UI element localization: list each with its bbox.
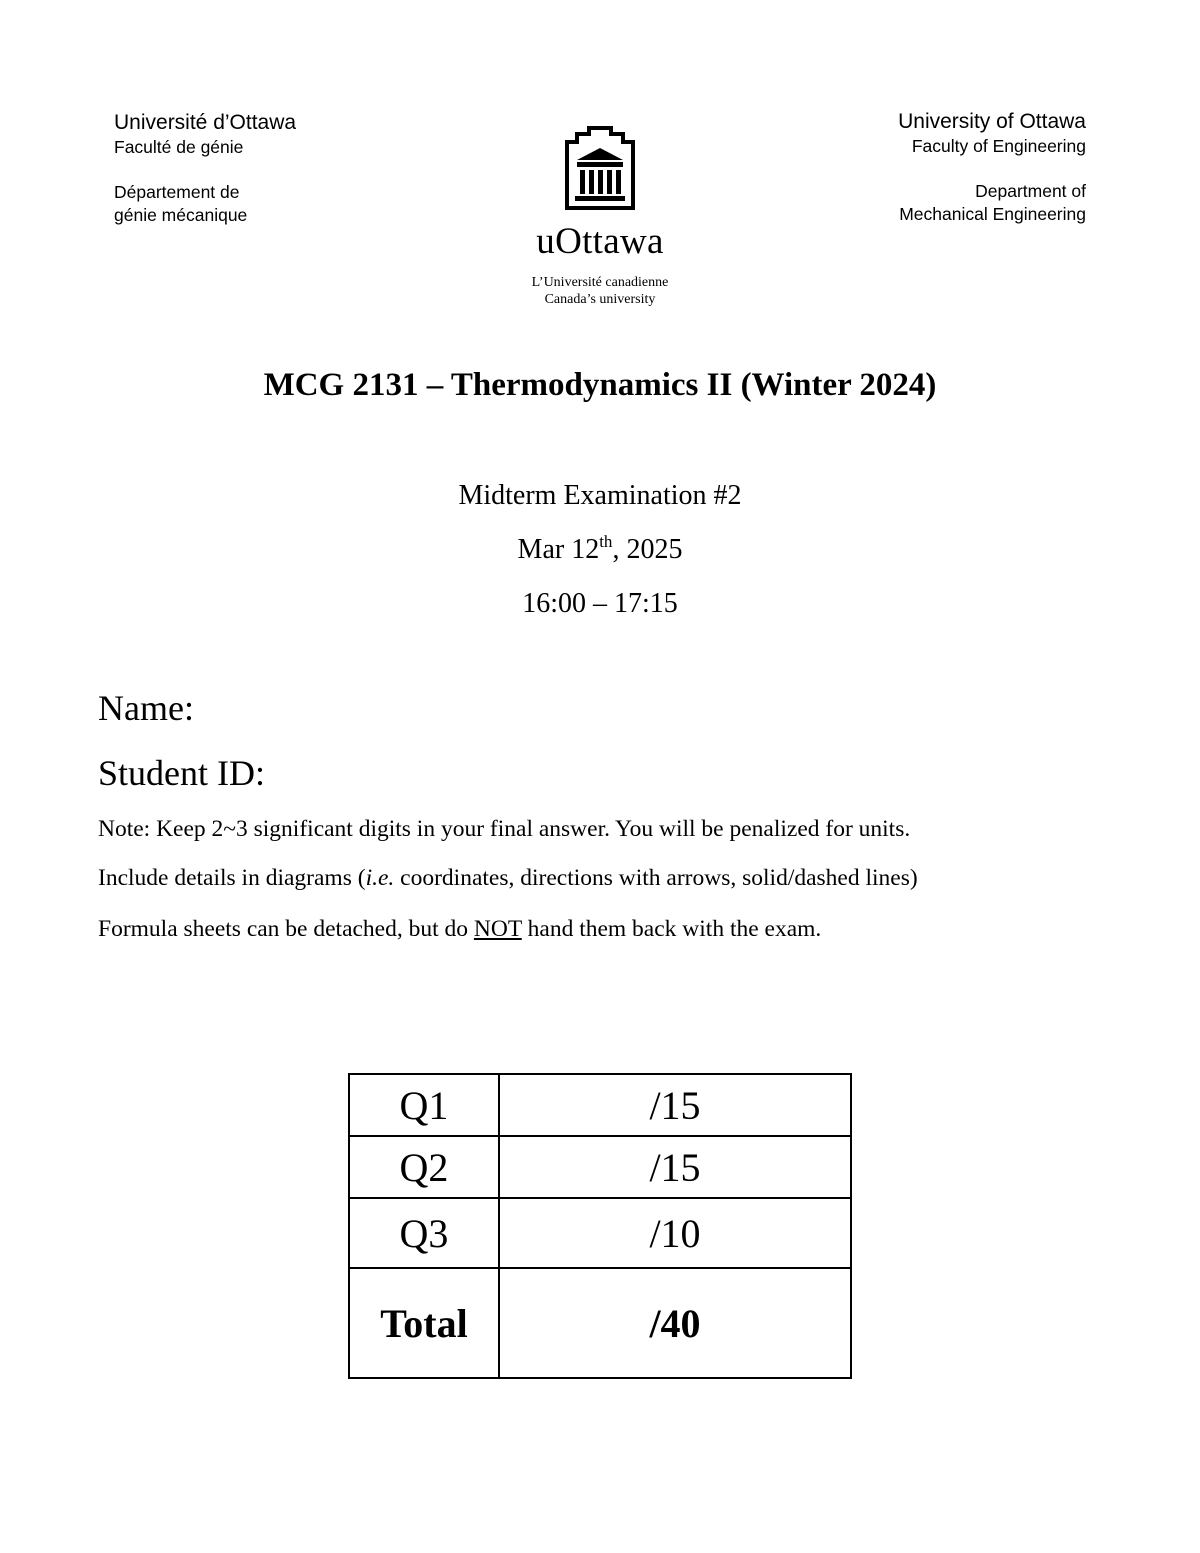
student-id-label: Student ID: bbox=[98, 753, 265, 793]
department-en-line1: Department of bbox=[975, 181, 1086, 201]
uottawa-wordmark: uOttawa bbox=[536, 221, 664, 262]
exam-date-suffix: , 2025 bbox=[612, 534, 683, 565]
score-row bbox=[349, 1136, 851, 1198]
question-points: /15 bbox=[499, 1136, 851, 1198]
note-line-3-b: hand them back with the exam. bbox=[521, 916, 822, 942]
note-line-1: Note: Keep 2~3 significant digits in your final answer. You will be penalized for units. bbox=[98, 816, 911, 842]
logo-tagline-fr: L’Université canadienne bbox=[531, 275, 669, 290]
course-title: MCG 2131 – Thermodynamics II (Winter 2024) bbox=[263, 367, 937, 403]
total-row bbox=[349, 1268, 851, 1378]
department-fr-line1: Département de bbox=[114, 182, 240, 202]
department-en-line2: Mechanical Engineering bbox=[899, 204, 1086, 224]
note-line-2-italic: i.e. bbox=[365, 865, 395, 891]
university-name-en: University of Ottawa bbox=[898, 110, 1086, 133]
score-table bbox=[348, 1073, 852, 1379]
note-line-2-a: Include details in diagrams ( bbox=[98, 865, 366, 891]
question-label: Q1 bbox=[349, 1074, 499, 1136]
header-left-french bbox=[114, 110, 296, 227]
exam-subtitle: Midterm Examination #2 bbox=[458, 480, 742, 511]
university-building-icon bbox=[563, 124, 637, 210]
note-line-2-b: coordinates, directions with arrows, solid/dashed lines) bbox=[394, 865, 918, 891]
question-points: /15 bbox=[499, 1074, 851, 1136]
note-line-3-underline: NOT bbox=[473, 916, 522, 942]
note-line-3 bbox=[98, 915, 821, 943]
department-fr-line2: génie mécanique bbox=[114, 205, 248, 225]
question-label: Q2 bbox=[349, 1136, 499, 1198]
exam-date-prefix: Mar 12 bbox=[517, 534, 600, 565]
logo-tagline-en: Canada’s university bbox=[544, 292, 656, 307]
note-line-3-a: Formula sheets can be detached, but do bbox=[98, 916, 474, 942]
uottawa-logo bbox=[500, 124, 700, 308]
header-right-english bbox=[898, 109, 1086, 226]
university-name-fr: Université d’Ottawa bbox=[114, 111, 297, 134]
total-points: /40 bbox=[499, 1268, 851, 1378]
faculty-name-en: Faculty of Engineering bbox=[911, 136, 1086, 156]
question-points: /10 bbox=[499, 1198, 851, 1268]
total-label: Total bbox=[349, 1268, 499, 1378]
note-line-2 bbox=[98, 864, 918, 892]
exam-time: 16:00 – 17:15 bbox=[522, 588, 678, 619]
question-label: Q3 bbox=[349, 1198, 499, 1268]
score-row bbox=[349, 1074, 851, 1136]
exam-date bbox=[0, 533, 1200, 567]
score-row bbox=[349, 1198, 851, 1268]
name-label: Name: bbox=[98, 688, 194, 728]
faculty-name-fr: Faculté de génie bbox=[114, 137, 244, 157]
exam-date-ordinal: th bbox=[599, 532, 613, 551]
